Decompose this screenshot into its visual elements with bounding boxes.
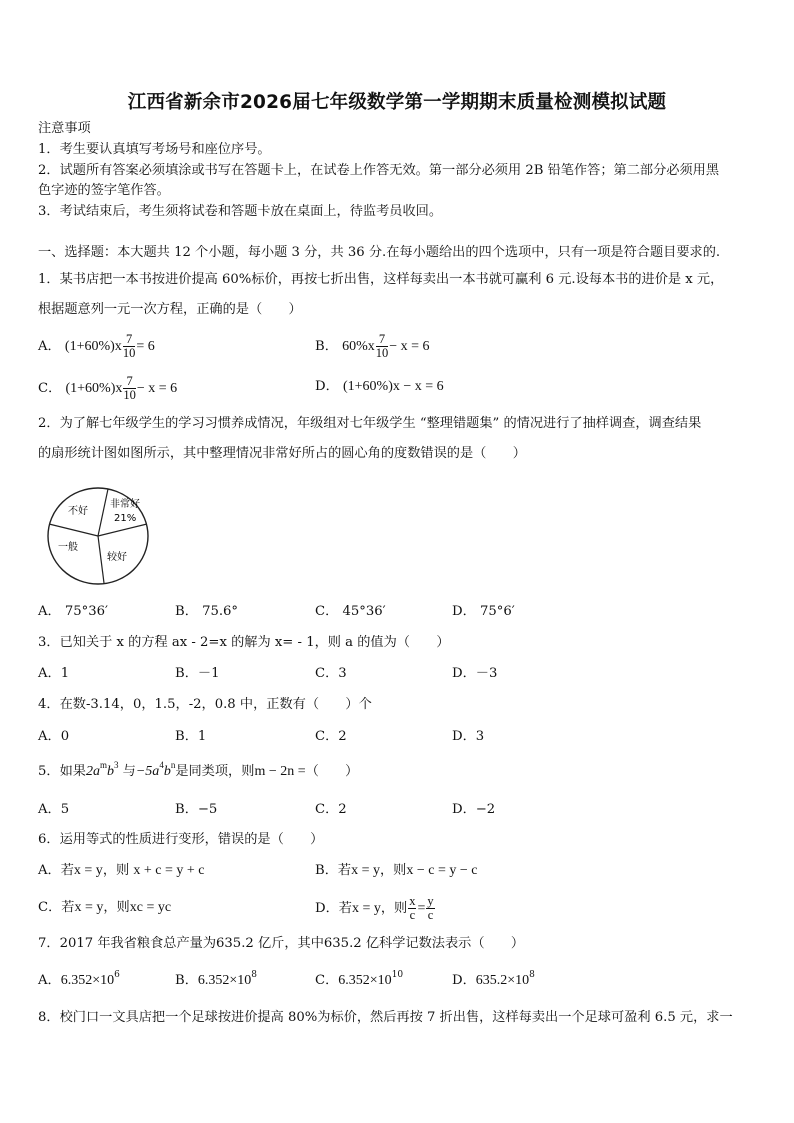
notice-item-1: 1．考生要认真填写考场号和座位序号。 bbox=[38, 142, 271, 157]
q1-option-d[interactable]: D． (1+60%)x − x = 6 bbox=[315, 379, 444, 394]
q1-option-b[interactable]: B． 60%x $\frac{7}{10}$ − x = 6 bbox=[315, 332, 430, 360]
fraction: $\frac{x}{c}$ bbox=[409, 894, 416, 922]
q2-option-b[interactable]: B． 75.6° bbox=[175, 604, 239, 619]
q4-option-a[interactable]: A．0 bbox=[38, 729, 70, 744]
fraction: $\frac{7}{10}$ bbox=[122, 332, 136, 360]
term-2: $-5a^4b^n$ bbox=[135, 760, 176, 779]
notice-item-2: 2．试题所有答案必须填涂或书写在答题卡上，在试卷上作答无效。第一部分必须用 2B 铅笔作答；第二部分必须用黑 bbox=[38, 163, 720, 178]
fraction: $\frac{7}{10}$ bbox=[123, 374, 136, 402]
pie-label-bad: 不好 bbox=[68, 506, 88, 517]
question-8-stem: 8．校门口一文具店把一个足球按进价提高 80%为标价，然后再按 7 折出售，这样每卖出一个足球可盈利 6.5 元，求一 bbox=[38, 1010, 733, 1025]
q5-option-a[interactable]: A．5 bbox=[38, 802, 70, 817]
q3-option-a[interactable]: A．1 bbox=[38, 666, 70, 681]
q4-option-d[interactable]: D．3 bbox=[452, 729, 485, 744]
section-heading: 一、选择题：本大题共 12 个小题，每小题 3 分，共 36 分.在每小题给出的四个选项中，只有一项是符合题目要求的. bbox=[38, 245, 721, 260]
q4-option-c[interactable]: C．2 bbox=[315, 729, 347, 744]
term-1: $2a^mb^3$ bbox=[85, 760, 119, 779]
fraction: $\frac{y}{c}$ bbox=[427, 894, 434, 922]
q7-option-c[interactable]: C．$6.352\times 10^{10}$ bbox=[315, 970, 404, 988]
question-6-stem: 6．运用等式的性质进行变形，错误的是（ ） bbox=[38, 832, 324, 847]
q2-option-c[interactable]: C． 45°36′ bbox=[315, 604, 386, 619]
pie-label-percent: 21% bbox=[114, 513, 137, 524]
fraction: $\frac{7}{10}$ bbox=[375, 332, 389, 360]
q7-option-a[interactable]: A．$6.352\times 10^6$ bbox=[38, 970, 120, 988]
q1-option-c[interactable]: C． (1+60%)x $\frac{7}{10}$ − x = 6 bbox=[38, 374, 178, 402]
q2-option-a[interactable]: A． 75°36′ bbox=[38, 604, 109, 619]
q6-option-d[interactable]: D．若x = y，则 $\frac{x}{c}$ = $\frac{y}{c}$ bbox=[315, 894, 434, 922]
q7-option-b[interactable]: B．$6.352\times 10^8$ bbox=[175, 970, 258, 988]
question-2-stem: 2．为了解七年级学生的学习习惯养成情况，年级组对七年级学生 “整理错题集” 的情况进行了抽样调查，调查结果 bbox=[38, 416, 702, 431]
question-1-stem-cont: 根据题意列一元一次方程，正确的是（ ） bbox=[38, 302, 302, 317]
q5-option-c[interactable]: C．2 bbox=[315, 802, 347, 817]
question-5-stem: 5．如果$2a^mb^3$ 与$-5a^4b^n$是同类项，则m − 2n =（ ） bbox=[38, 760, 359, 779]
q3-option-d[interactable]: D．－3 bbox=[452, 666, 498, 681]
q1-option-a[interactable]: A． (1+60%)x $\frac{7}{10}$ = 6 bbox=[38, 332, 155, 360]
question-1-stem: 1．某书店把一本书按进价提高 60%标价，再按七折出售，这样每卖出一本书就可赢利 6 元.设每本书的进价是 x 元， bbox=[38, 272, 724, 287]
q3-option-c[interactable]: C．3 bbox=[315, 666, 347, 681]
pie-label-very-good: 非常好 bbox=[110, 499, 140, 510]
question-7-stem: 7．2017 年我省粮食总产量为635.2 亿斤，其中635.2 亿科学记数法表示（ ） bbox=[38, 936, 525, 951]
q3-option-b[interactable]: B．－1 bbox=[175, 666, 220, 681]
pie-label-normal: 一般 bbox=[58, 542, 78, 553]
pie-chart-figure bbox=[44, 484, 154, 588]
expression: m − 2n = bbox=[254, 764, 306, 779]
pie-label-good: 较好 bbox=[107, 552, 127, 563]
q5-option-b[interactable]: B．−5 bbox=[175, 802, 218, 817]
question-3-stem: 3．已知关于 x 的方程 ax - 2=x 的解为 x= - 1，则 a 的值为（ ） bbox=[38, 635, 450, 650]
notice-item-2-cont: 色字迹的签字笔作答。 bbox=[38, 183, 170, 198]
q6-option-a[interactable]: A．若x = y，则 x + c = y + c bbox=[38, 863, 205, 878]
q4-option-b[interactable]: B．1 bbox=[175, 729, 207, 744]
notice-heading: 注意事项 bbox=[38, 121, 91, 136]
q6-option-c[interactable]: C．若x = y，则xc = yc bbox=[38, 900, 172, 915]
question-4-stem: 4．在数-3.14，0，1.5，-2，0.8 中，正数有（ ）个 bbox=[38, 697, 372, 712]
q2-option-d[interactable]: D． 75°6′ bbox=[452, 604, 515, 619]
question-2-stem-cont: 的扇形统计图如图所示，其中整理情况非常好所占的圆心角的度数错误的是（ ） bbox=[38, 446, 526, 461]
notice-item-3: 3．考试结束后，考生须将试卷和答题卡放在桌面上，待监考员收回。 bbox=[38, 204, 443, 219]
q7-option-d[interactable]: D．$635.2\times 10^8$ bbox=[452, 970, 535, 988]
q6-option-b[interactable]: B．若x = y，则x − c = y − c bbox=[315, 863, 478, 878]
q5-option-d[interactable]: D．−2 bbox=[452, 802, 496, 817]
page-title: 江西省新余市2026届七年级数学第一学期期末质量检测模拟试题 bbox=[127, 92, 667, 113]
pie-chart-svg bbox=[44, 484, 154, 588]
